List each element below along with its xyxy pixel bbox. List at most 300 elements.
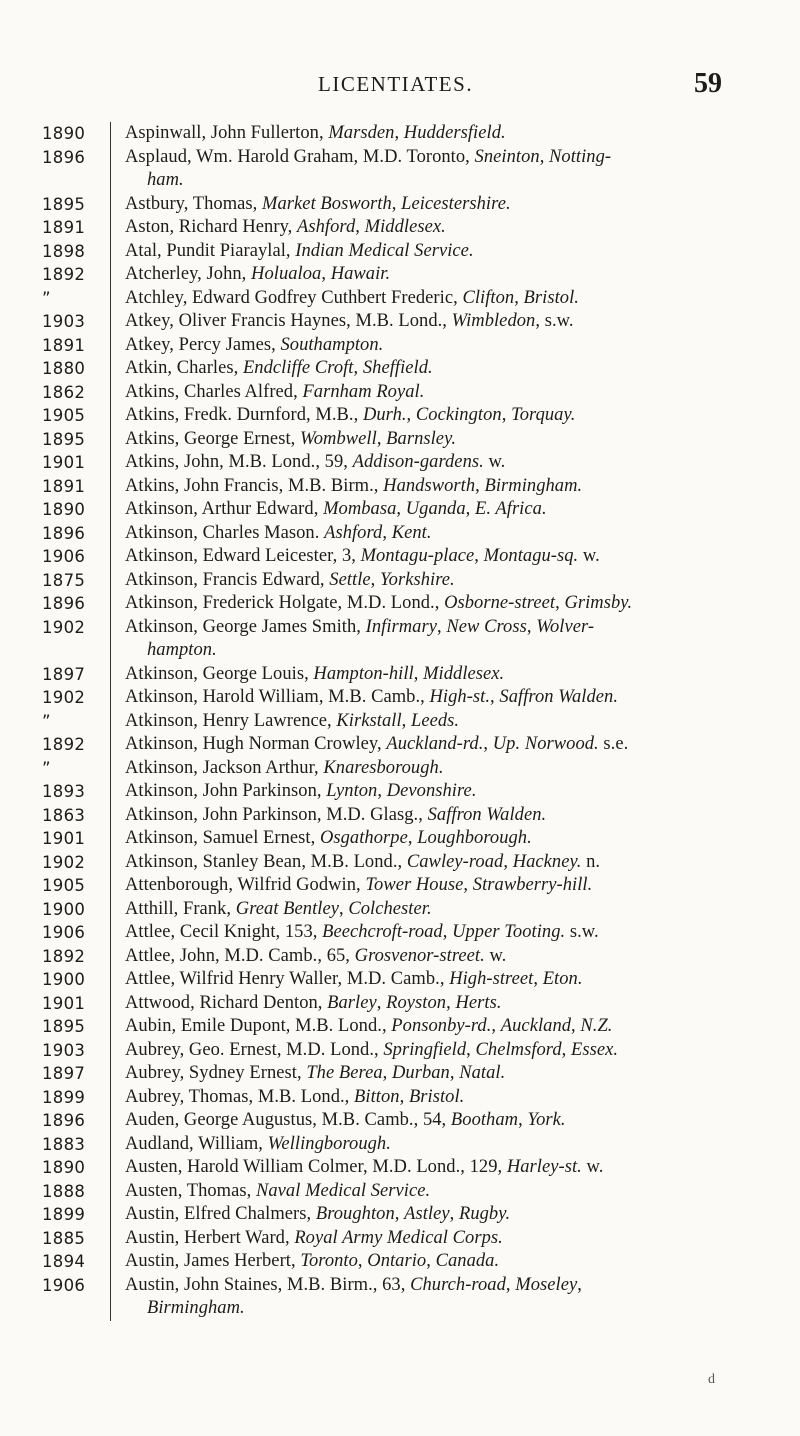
entry-place-text: Sneinton xyxy=(474,146,540,167)
entry-year: 1893 xyxy=(42,782,86,801)
entry-year: 1902 xyxy=(42,852,86,872)
entry-name-text: Atkinson, George Louis, xyxy=(125,663,314,684)
entry-line xyxy=(125,169,765,193)
entry-name-text: Attenborough, Wilfrid Godwin, xyxy=(125,875,366,895)
entry-row xyxy=(0,1203,800,1227)
entry-line xyxy=(125,122,765,146)
entry-place-text: Essex. xyxy=(571,1039,619,1060)
entry-text xyxy=(110,921,765,945)
entry-row xyxy=(0,1039,800,1063)
entry-year: ” xyxy=(42,288,51,308)
entry-place-text: Farnham Royal. xyxy=(302,381,425,402)
entry-place-text: Huddersfield. xyxy=(403,123,506,143)
entry-place-text: Knaresborough. xyxy=(323,757,444,778)
entry-row xyxy=(0,381,800,405)
entry-text xyxy=(110,569,765,593)
entry-row xyxy=(0,216,800,240)
entry-place-text: Addison-gardens. xyxy=(352,452,484,472)
entry-line xyxy=(125,475,765,499)
entry-row xyxy=(0,404,800,428)
entry-name-text: , xyxy=(490,687,500,707)
entry-place-text: Market Bosworth xyxy=(262,193,392,214)
entry-line xyxy=(125,240,765,264)
entry-row xyxy=(0,334,800,358)
entry-name-text: Atkinson, Francis Edward, xyxy=(125,569,330,590)
entry-name-text: Asplaud, Wm. Harold Graham, M.D. Toronto, xyxy=(125,146,475,167)
entry-name-text: Atkinson, Frederick Holgate, M.D. Lond., xyxy=(125,593,445,613)
entry-name-text: Attlee, John, M.D. Camb., 65, xyxy=(125,945,355,966)
entry-year: 1898 xyxy=(42,241,86,261)
entry-year: 1883 xyxy=(42,1134,86,1154)
entry-line xyxy=(125,733,765,757)
entry-name-text: Austin, Elfred Chalmers, xyxy=(125,1204,316,1224)
entry-name-text: , xyxy=(514,287,524,308)
entry-row xyxy=(0,968,800,992)
entry-line xyxy=(125,945,765,969)
entry-line xyxy=(125,1297,765,1321)
entry-text xyxy=(110,663,765,687)
entry-line xyxy=(125,451,765,475)
entry-place-text: Broughton xyxy=(315,1204,395,1224)
entry-place-text: hampton. xyxy=(147,640,217,660)
entry-place-text: Saffron Walden. xyxy=(427,804,547,825)
entry-text xyxy=(110,357,765,381)
entry-place-text: Eton. xyxy=(542,969,583,989)
entry-place-text: Ashford xyxy=(297,217,356,237)
entry-year: 1895 xyxy=(42,429,86,449)
entry-row xyxy=(0,193,800,217)
entry-text xyxy=(110,216,765,240)
entry-place-text: Devonshire. xyxy=(386,781,477,801)
entry-name-text: , xyxy=(463,875,473,895)
entry-year: 1890 xyxy=(42,1158,86,1177)
entry-line xyxy=(125,1086,765,1110)
entry-place-text: Beechcroft-road xyxy=(322,922,443,942)
entry-name-text: Atkinson, John Parkinson, M.D. Glasg., xyxy=(125,804,428,825)
entry-place-text: Moseley xyxy=(515,1274,578,1295)
entry-row xyxy=(0,475,800,499)
entry-line xyxy=(125,193,765,217)
entry-place-text: Bitton xyxy=(354,1086,400,1107)
entry-line xyxy=(125,921,765,945)
entry-place-text: Hawair. xyxy=(330,264,391,284)
entry-place-text: High-st. xyxy=(429,687,491,707)
entry-line xyxy=(125,804,765,828)
entry-year: 1905 xyxy=(42,406,86,425)
entry-line xyxy=(125,569,765,593)
entry-row xyxy=(0,1156,800,1180)
entry-name-text: Atkins, John Francis, M.B. Birm., xyxy=(125,475,384,496)
entry-name-text: , xyxy=(396,499,406,519)
entry-place-text: Royston xyxy=(386,992,447,1013)
entry-place-text: Sheffield. xyxy=(362,358,433,378)
entry-line xyxy=(125,498,765,522)
entry-line xyxy=(125,545,765,569)
entry-line xyxy=(125,851,765,875)
entry-place-text: Natal. xyxy=(459,1063,506,1083)
entry-name-text: w. xyxy=(483,452,506,472)
entry-row xyxy=(0,146,800,193)
entry-name-text: Atthill, Frank, xyxy=(125,898,236,919)
entry-year: ” xyxy=(42,758,51,778)
entry-place-text: Canada. xyxy=(435,1251,500,1271)
entry-place-text: Settle xyxy=(329,569,371,590)
entry-line xyxy=(125,334,765,358)
entry-place-text: Middlesex. xyxy=(423,663,505,684)
entry-line xyxy=(125,404,765,428)
entry-place-text: Wolver- xyxy=(536,616,595,637)
entry-year: 1896 xyxy=(42,594,86,613)
entry-name-text: Audland, William, xyxy=(125,1133,268,1154)
entry-text xyxy=(110,945,765,969)
entry-row xyxy=(0,1227,800,1251)
entry-name-text: , xyxy=(503,851,513,872)
entry-place-text: Kent. xyxy=(391,522,432,543)
entry-line xyxy=(125,287,765,311)
entry-text xyxy=(110,122,765,146)
entry-name-text: Atkinson, Harold William, M.B. Camb., xyxy=(125,687,430,707)
entry-row xyxy=(0,357,800,381)
entry-name-text: , xyxy=(413,663,424,684)
entry-name-text: Aubrey, Geo. Ernest, M.D. Lond., xyxy=(125,1039,384,1060)
entry-place-text: Mombasa xyxy=(323,499,397,519)
entry-place-text: Montagu-place xyxy=(360,546,475,566)
entry-name-text: Austin, Herbert Ward, xyxy=(125,1227,295,1248)
entry-place-text: York. xyxy=(527,1110,566,1130)
entry-name-text: , xyxy=(394,1204,405,1224)
entry-name-text: Austin, John Staines, M.B. Birm., 63, xyxy=(125,1274,411,1295)
entry-text xyxy=(110,1250,765,1274)
entry-name-text: Aubin, Emile Dupont, M.B. Lond., xyxy=(125,1016,392,1036)
entry-name-text: , xyxy=(446,992,456,1013)
entry-text xyxy=(110,404,765,428)
entry-name-text: , xyxy=(577,1274,582,1295)
entry-name-text: w. xyxy=(484,945,507,966)
entry-line xyxy=(125,310,765,334)
entry-name-text: s.e. xyxy=(598,734,629,754)
entry-place-text: Toronto xyxy=(300,1251,358,1271)
entry-year: 1896 xyxy=(42,147,86,167)
entry-name-text: , xyxy=(483,734,493,754)
entry-name-text: , xyxy=(401,710,411,731)
entry-name-text: Austen, Thomas, xyxy=(125,1180,256,1201)
entry-place-text: Durban xyxy=(392,1063,450,1083)
entry-line xyxy=(125,146,765,170)
entry-name-text: , xyxy=(501,405,512,425)
entry-name-text: Atal, Pundit Piaraylal, xyxy=(125,240,296,261)
entry-year: 1902 xyxy=(42,688,86,707)
entry-text xyxy=(110,710,765,734)
entry-place-text: Upper Tooting. xyxy=(452,922,566,942)
entry-name-text: Atkinson, John Parkinson, xyxy=(125,781,327,801)
entry-name-text: , xyxy=(355,217,365,237)
entry-text xyxy=(110,310,765,334)
entry-name-text: , xyxy=(394,123,404,143)
entry-line xyxy=(125,592,765,616)
entry-line xyxy=(125,898,765,922)
entry-year: 1902 xyxy=(42,617,86,637)
entry-place-text: N.Z. xyxy=(580,1016,613,1036)
entry-line xyxy=(125,357,765,381)
entry-text xyxy=(110,686,765,710)
entry-text xyxy=(110,287,765,311)
entry-name-text: Austen, Harold William Colmer, M.D. Lond., 129, xyxy=(125,1157,507,1177)
entry-name-text: , xyxy=(426,1251,436,1271)
entry-place-text: Church-road xyxy=(410,1274,506,1295)
entry-row xyxy=(0,428,800,452)
entry-text xyxy=(110,1039,765,1063)
entry-place-text: High-street xyxy=(449,969,534,989)
entry-name-text: , xyxy=(533,969,543,989)
entry-place-text: Barley xyxy=(327,992,377,1013)
entry-line xyxy=(125,639,765,663)
entry-place-text: Wombwell xyxy=(300,428,377,449)
entry-text xyxy=(110,451,765,475)
entry-text xyxy=(110,780,765,804)
entry-year: 1899 xyxy=(42,1205,86,1224)
entry-place-text: Durh. xyxy=(362,405,407,425)
entry-name-text: Atkinson, Arthur Edward, xyxy=(125,499,324,519)
entry-place-text: Southampton. xyxy=(280,334,384,355)
entry-text xyxy=(110,804,765,828)
entry-name-text: Atkinson, Hugh Norman Crowley, xyxy=(125,734,387,754)
entry-line xyxy=(125,1250,765,1274)
entry-line xyxy=(125,1015,765,1039)
entry-year: 1885 xyxy=(42,1228,86,1248)
entry-name-text: , xyxy=(382,522,392,543)
entry-name-text: Attwood, Richard Denton, xyxy=(125,992,328,1013)
entry-row xyxy=(0,1180,800,1204)
entry-name-text: , xyxy=(382,1063,392,1083)
entry-line xyxy=(125,1062,765,1086)
entry-row xyxy=(0,663,800,687)
entry-row xyxy=(0,851,800,875)
entry-place-text: Harley-st. xyxy=(506,1157,582,1177)
entry-place-text: ham. xyxy=(147,170,184,190)
entry-row xyxy=(0,545,800,569)
entry-text xyxy=(110,240,765,264)
entry-name-text: , xyxy=(449,1063,460,1083)
entry-place-text: Barnsley. xyxy=(386,428,456,449)
entry-place-text: Indian Medical Service. xyxy=(295,240,474,261)
entry-row xyxy=(0,616,800,663)
entry-name-text: , xyxy=(526,616,537,637)
entry-year: 1906 xyxy=(42,547,86,566)
entry-text xyxy=(110,263,765,287)
entry-place-text: Royal Army Medical Corps. xyxy=(294,1227,503,1248)
entry-name-text: Atchley, Edward Godfrey Cuthbert Frederic, xyxy=(125,287,463,308)
entry-row xyxy=(0,1109,800,1133)
entry-name-text: , xyxy=(474,546,484,566)
entry-year: 1891 xyxy=(42,476,86,496)
entry-place-text: Hackney. xyxy=(512,851,582,872)
entry-year: 1875 xyxy=(42,570,86,590)
entry-row xyxy=(0,498,800,522)
entry-name-text: , xyxy=(465,499,476,519)
entry-text xyxy=(110,968,765,992)
entry-name-text: Atkinson, Charles Mason. xyxy=(125,522,325,543)
entry-text xyxy=(110,757,765,781)
entry-name-text: , xyxy=(391,193,402,214)
entry-row xyxy=(0,1062,800,1086)
entry-name-text: Atkinson, George James Smith, xyxy=(125,616,366,637)
entry-name-text: , s.w. xyxy=(535,311,574,331)
entry-name-text: Atkins, Charles Alfred, xyxy=(125,381,303,402)
entry-name-text: Atkinson, Stanley Bean, M.B. Lond., xyxy=(125,851,407,872)
entry-place-text: Bootham xyxy=(450,1110,519,1130)
entry-text xyxy=(110,733,765,757)
entry-year: 1903 xyxy=(42,1040,86,1060)
entry-year: 1897 xyxy=(42,1064,86,1083)
entry-place-text: Springfield xyxy=(383,1039,467,1060)
entry-name-text: Aspinwall, John Fullerton, xyxy=(125,123,329,143)
entry-row xyxy=(0,1086,800,1110)
entry-line xyxy=(125,381,765,405)
entry-name-text: Attlee, Cecil Knight, 153, xyxy=(125,922,323,942)
entry-name-text: Atkin, Charles, xyxy=(125,358,243,378)
entry-name-text: Atkinson, Jackson Arthur, xyxy=(125,757,324,778)
entry-row xyxy=(0,122,800,146)
entry-place-text: Infirmary xyxy=(365,616,437,637)
entry-text xyxy=(110,851,765,875)
entry-year: 1890 xyxy=(42,124,86,143)
entry-year: 1896 xyxy=(42,1111,86,1130)
entry-place-text: E. Africa. xyxy=(475,499,547,519)
entry-row xyxy=(0,1015,800,1039)
entry-place-text: Uganda xyxy=(405,499,466,519)
entry-name-text: , xyxy=(505,1274,516,1295)
entry-line xyxy=(125,522,765,546)
entry-place-text: Loughborough. xyxy=(417,828,532,848)
entry-year: 1901 xyxy=(42,829,86,848)
entry-place-text: Leicestershire. xyxy=(401,193,511,214)
entry-year: 1880 xyxy=(42,359,86,378)
entry-name-text: w. xyxy=(578,546,600,566)
entry-line xyxy=(125,757,765,781)
entry-name-text: Atkey, Percy James, xyxy=(125,334,281,355)
entry-row xyxy=(0,263,800,287)
entry-line xyxy=(125,1274,765,1298)
entry-place-text: Strawberry-hill. xyxy=(472,875,593,895)
entry-line xyxy=(125,616,765,640)
entry-name-text: Atkins, George Ernest, xyxy=(125,428,300,449)
entry-place-text: Grosvenor-street. xyxy=(354,945,485,966)
entry-place-text: Tower House xyxy=(365,875,464,895)
entry-place-text: Cawley-road xyxy=(406,851,504,872)
entry-text xyxy=(110,498,765,522)
entry-place-text: Montagu-sq. xyxy=(483,546,579,566)
entry-year: 1900 xyxy=(42,970,86,989)
entry-text xyxy=(110,545,765,569)
entry-row xyxy=(0,686,800,710)
entry-text xyxy=(110,898,765,922)
entry-year: 1892 xyxy=(42,735,86,754)
entry-text xyxy=(110,475,765,499)
entry-line xyxy=(125,780,765,804)
entry-line xyxy=(125,1133,765,1157)
entry-name-text: , xyxy=(449,1204,459,1224)
entry-name-text: , xyxy=(376,992,387,1013)
entry-line xyxy=(125,686,765,710)
entry-place-text: Endcliffe Croft xyxy=(242,358,354,378)
entry-year: 1901 xyxy=(42,453,86,472)
entry-name-text: , xyxy=(442,922,453,942)
entry-text xyxy=(110,616,765,663)
entry-year: 1863 xyxy=(42,805,86,825)
entry-name-text: s.w. xyxy=(565,922,599,942)
entry-line xyxy=(125,216,765,240)
entry-year: 1892 xyxy=(42,265,86,284)
entry-row xyxy=(0,451,800,475)
entry-text xyxy=(110,1062,765,1086)
entry-place-text: Handsworth xyxy=(383,475,476,496)
entry-year: 1890 xyxy=(42,500,86,519)
entry-place-text: Osgathorpe xyxy=(319,828,408,848)
entry-row xyxy=(0,780,800,804)
entry-year: 1905 xyxy=(42,876,86,895)
entry-place-text: Yorkshire. xyxy=(380,569,455,590)
entry-place-text: Middlesex. xyxy=(364,217,446,237)
entry-name-text: , xyxy=(561,1039,572,1060)
entry-text xyxy=(110,1156,765,1180)
entry-place-text: Auckland-rd. xyxy=(386,734,484,754)
entry-place-text: The Berea xyxy=(306,1063,383,1083)
entry-line xyxy=(125,1180,765,1204)
entry-row xyxy=(0,569,800,593)
entry-line xyxy=(125,1039,765,1063)
licentiates-list xyxy=(0,122,800,1321)
entry-line xyxy=(125,428,765,452)
entry-place-text: Auckland xyxy=(500,1016,572,1036)
entry-name-text: , xyxy=(491,1016,501,1036)
entry-line xyxy=(125,968,765,992)
entry-line xyxy=(125,710,765,734)
entry-line xyxy=(125,1156,765,1180)
entry-text xyxy=(110,334,765,358)
entry-name-text: , xyxy=(407,828,418,848)
entry-text xyxy=(110,1086,765,1110)
entry-name-text: , xyxy=(376,428,387,449)
entry-place-text: Rugby. xyxy=(458,1204,511,1224)
entry-line xyxy=(125,874,765,898)
entry-name-text: Auden, George Augustus, M.B. Camb., 54, xyxy=(125,1110,451,1130)
signature-mark: d xyxy=(708,1372,715,1387)
entry-name-text: Attlee, Wilfrid Henry Waller, M.D. Camb., xyxy=(125,969,450,989)
entry-name-text: , xyxy=(399,1086,409,1107)
entry-name-text: , xyxy=(377,781,387,801)
entry-name-text: , xyxy=(555,593,565,613)
entry-text xyxy=(110,1227,765,1251)
entry-name-text: Aubrey, Sydney Ernest, xyxy=(125,1063,307,1083)
entry-place-text: Torquay. xyxy=(511,405,576,425)
entry-line xyxy=(125,827,765,851)
entry-line xyxy=(125,263,765,287)
entry-row xyxy=(0,522,800,546)
entry-name-text: , xyxy=(571,1016,581,1036)
entry-text xyxy=(110,827,765,851)
entry-place-text: Wellingborough. xyxy=(267,1133,391,1154)
entry-year: 1903 xyxy=(42,312,86,331)
entry-place-text: Chelmsford xyxy=(475,1039,562,1060)
entry-row xyxy=(0,287,800,311)
entry-place-text: Clifton xyxy=(462,287,515,308)
entry-name-text: , xyxy=(475,475,485,496)
entry-text xyxy=(110,1203,765,1227)
entry-row xyxy=(0,240,800,264)
entry-place-text: Marsden xyxy=(328,123,395,143)
entry-text xyxy=(110,522,765,546)
entry-name-text: , xyxy=(518,1110,528,1130)
